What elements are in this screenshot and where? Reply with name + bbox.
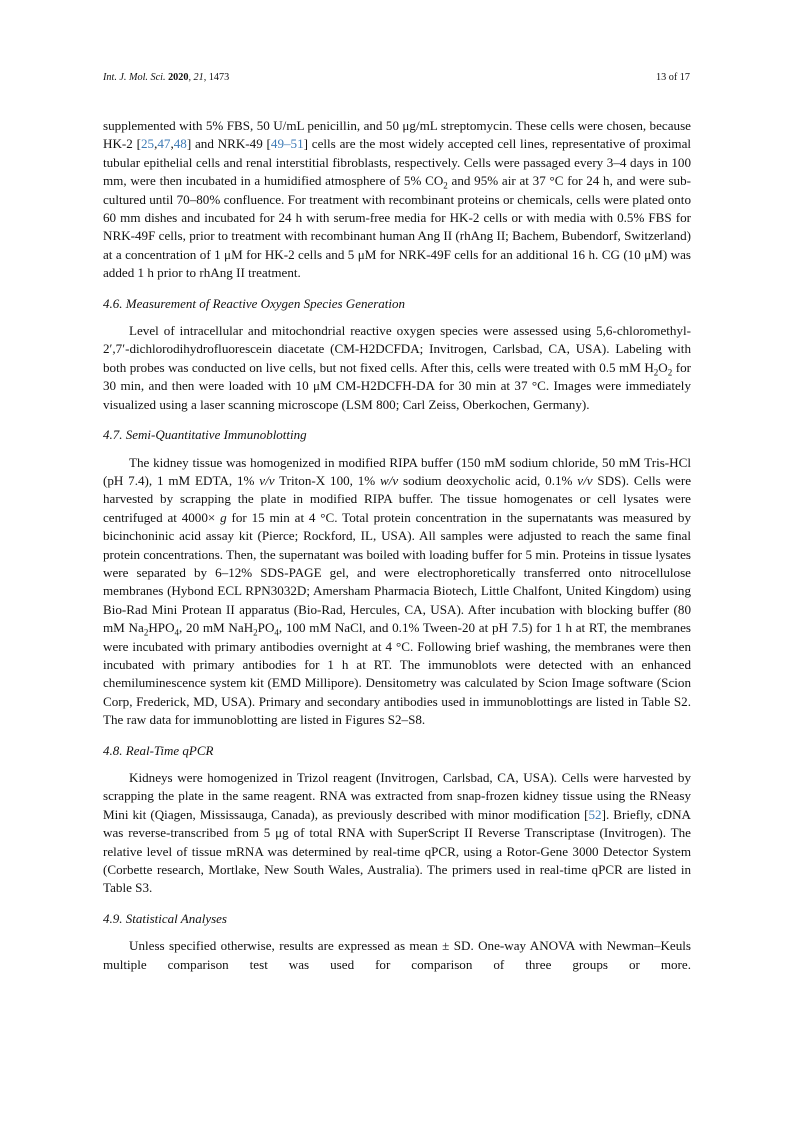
running-header xyxy=(103,72,690,83)
section-heading-4-8: 4.8. Real-Time qPCR xyxy=(103,742,214,758)
journal-citation: Int. J. Mol. Sci. 2020, 21, 1473 xyxy=(103,72,230,83)
paragraph-immunoblotting: The kidney tissue was homogenized in modified RIPA buffer (150 mM sodium chloride, 50 mM Tris-HCl (pH 7.4), 1 mM EDTA, 1% v/v Triton-X 100, 1% w/v sodium deoxycholic acid, 0.1% v/v SDS). Cells were harvested by scrapping the plate in modified RIPA buffer. The tissue homogenates or cell lysates were centrifuged at 4000× g for 15 min at 4 °C. Total protein concentration in the supernatants was measured by bicinchoninic acid assay kit (Pierce; Rockford, IL, USA). All samples were adjusted to reach the same final protein concentrations. Then, the supernatant was boiled with loading buffer for 5 min. Proteins in tissue lysates were separated by 6–12% SDS-PAGE gel, and were electrophoretically transferred onto nitrocellulose membranes (Hybond ECL RPN3032D; Amersham Pharmacia Biotech, Little Chalfont, United Kingdom) using Bio-Rad Mini Protean II apparatus (Bio-Rad, Hercules, CA, USA). After incubation with blocking buffer (80 mM $Na_2HPO_4$, 20 mM $NaH_2PO_4$, 100 mM NaCl, and 0.1% Tween-20 at pH 7.5) for 1 h at RT, the membranes were incubated with primary antibodies overnight at 4 °C. Following brief washing, the membranes were then incubated with primary antibodies for 1 h at RT. The immunoblots were detected with an enhanced chemiluminescence system kit (EMD Millipore). Densitometry was calculated by Scion Image software (Scion Corp, Frederick, MD, USA). Primary and secondary antibodies used in immunoblottings are listed in Table S2. The raw data for immunoblotting are listed in Figures S2–S8. xyxy=(103,454,692,728)
paragraph-cell-culture: supplemented with 5% FBS, 50 U/mL penicillin, and 50 μg/mL streptomycin. These cells were chosen, because HK-2 [25,47,48] and NRK-49 [49–51] cells are the most widely accepted cell lines, representative of proximal tubular epithelial cells and renal interstitial fibroblasts, respectively. Cells were passaged every 3–4 days in 100 mm, were then incubated in a humidified atmosphere of 5% $CO_2$ and 95% air at 37 °C for 24 h, and were sub-cultured until 70–80% confluence. For treatment with recombinant proteins or chemicals, cells were plated onto 60 mm dishes and incubated for 24 h with serum-free media for HK-2 cells or with media with 0.5% FBS for NRK-49F cells, prior to treatment with recombinant human Ang II (rhAng II; Bachem, Bubendorf, Switzerland) at a concentration of 1 μM for HK-2 cells and 5 μM for NRK-49F cells for an additional 16 h. CG (10 μM) was added 1 h prior to rhAng II treatment. xyxy=(103,118,692,281)
citation-link[interactable]: 47 xyxy=(157,136,171,152)
paragraph-qpcr: Kidneys were homogenized in Trizol reagent (Invitrogen, Carlsbad, CA, USA). Cells were harvested by scrapping the plate in the same reagent. RNA was extracted from snap-frozen kidney tissue using the RNeasy Mini kit (Qiagen, Mississauga, Canada), as previously described with minor modification [52]. Briefly, cDNA was reverse-transcribed from 5 μg of total RNA with SuperScript II Reverse Transcriptase (Invitrogen). The relative level of tissue mRNA was determined by real-time qPCR, using a Rotor-Gene 3000 Detector System (Corbette research, Mortlake, New South Wales, Australia). The primers used in real-time qPCR are listed in Table S3. xyxy=(103,770,691,896)
paragraph-ros: Level of intracellular and mitochondrial reactive oxygen species were assessed using 5,6-chloromethyl-2′,7′-dichlorodihydrofluorescein diacetate (CM-H2DCFDA; Invitrogen, Carlsbad, CA, USA). Labeling with both probes was conducted on live cells, but not fixed cells. After this, cells were treated with 0.5 mM $H_2O_2$ for 30 min, and then were loaded with 10 μM CM-H2DCFH-DA for 30 min at 37 °C. Images were immediately visualized using a laser scanning microscope (LSM 800; Carl Zeiss, Oberkochen, Germany). xyxy=(103,323,691,412)
citation-link[interactable]: 25 xyxy=(140,136,155,152)
paragraph-statistics: Unless specified otherwise, results are expressed as mean ± SD. One-way ANOVA with Newman–Keuls multiple comparison test was used for comparison of three groups or more. xyxy=(103,938,691,972)
section-heading-4-9: 4.9. Statistical Analyses xyxy=(103,910,227,926)
section-heading-4-6: 4.6. Measurement of Reactive Oxygen Species Generation xyxy=(103,295,406,311)
section-heading-4-7: 4.7. Semi-Quantitative Immunoblotting xyxy=(103,427,307,443)
citation-link[interactable]: 48 xyxy=(173,136,187,152)
citation-link[interactable]: 49–51 xyxy=(270,136,304,152)
citation-link[interactable]: 52 xyxy=(588,806,602,822)
page-number: 13 of 17 xyxy=(656,72,690,83)
article-body xyxy=(103,117,691,974)
